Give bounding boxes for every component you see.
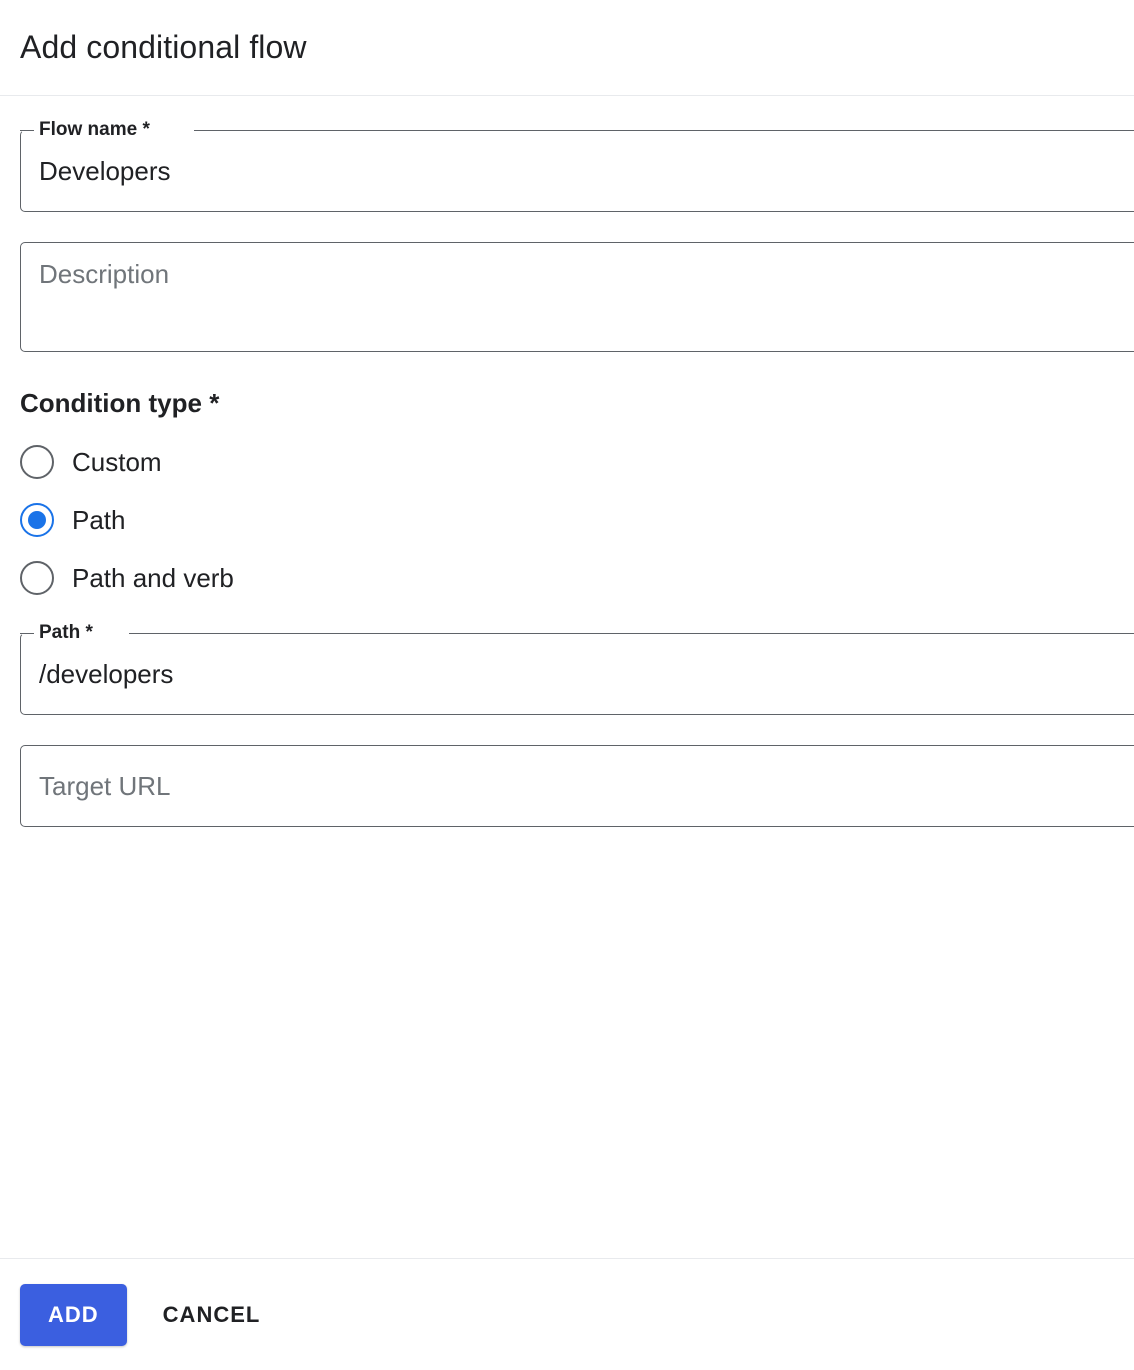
- condition-type-title: Condition type *: [20, 388, 220, 418]
- path-label: Path *: [34, 623, 98, 643]
- target-url-field[interactable]: [20, 745, 1114, 827]
- radio-option-path-and-verb[interactable]: [20, 553, 1114, 603]
- path-input[interactable]: /developers: [39, 659, 174, 689]
- radio-path-and-verb-label: Path and verb: [72, 562, 234, 593]
- description-placeholder: Description: [39, 259, 170, 289]
- description-textarea[interactable]: [20, 242, 1134, 352]
- dialog-body: [0, 96, 1134, 1258]
- path-field[interactable]: [20, 622, 1114, 715]
- page-title: Add conditional flow: [20, 29, 307, 65]
- path-input-outline[interactable]: [20, 633, 1134, 715]
- radio-custom-label: Custom: [72, 446, 162, 477]
- radio-custom-icon[interactable]: [20, 445, 54, 479]
- flow-name-label: Flow name *: [34, 120, 155, 140]
- radio-option-path[interactable]: [20, 495, 1114, 545]
- radio-path-icon[interactable]: [20, 503, 54, 537]
- radio-path-and-verb-icon[interactable]: [20, 561, 54, 595]
- flow-name-field[interactable]: [20, 119, 1114, 212]
- target-url-input-outline[interactable]: [20, 745, 1134, 827]
- dialog-footer: [0, 1258, 1134, 1370]
- target-url-input[interactable]: Target URL: [39, 771, 171, 801]
- add-button[interactable]: ADD: [20, 1284, 127, 1346]
- cancel-button[interactable]: CANCEL: [145, 1284, 279, 1346]
- dialog-header: [0, 0, 1134, 96]
- flow-name-input[interactable]: Developers: [39, 156, 171, 186]
- radio-group-spacer: [20, 611, 1114, 633]
- radio-path-label: Path: [72, 504, 126, 535]
- flow-name-input-outline[interactable]: [20, 130, 1134, 212]
- radio-option-custom[interactable]: [20, 437, 1114, 487]
